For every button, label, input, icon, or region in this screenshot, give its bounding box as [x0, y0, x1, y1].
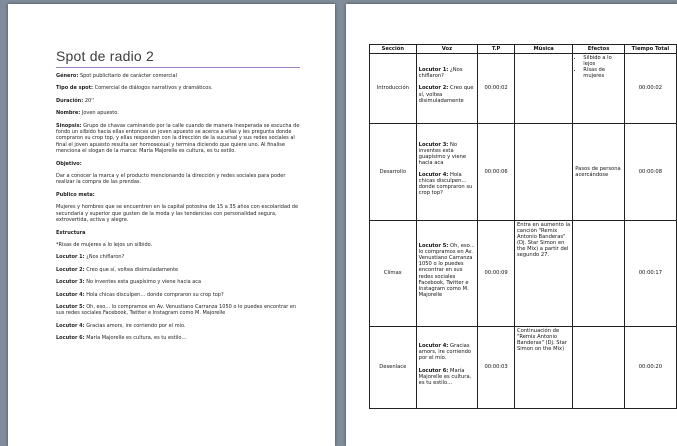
- voz-line: Locutor 3: No inventes esta guapísimo y viene hacia aca: [418, 141, 467, 166]
- speaker-label: Locutor 4:: [56, 322, 85, 329]
- nombre-paragraph: [56, 110, 302, 116]
- cell-musica: Entra en aumento la canción "Remix Antonio Banderas" (Dj. Star Simon en the Mix) a partir del segundo 27.: [514, 221, 572, 327]
- speaker-label: Locutor 4:: [418, 172, 449, 178]
- voz-line: Locutor 6: María Majorelle es cultura, es tu estilo…: [418, 367, 472, 386]
- publico-text: Mujeres y hombres que se encuentren en la capital potosina de 15 a 35 años con escolaridad de secundaria y superior que gusten de la moda y las tendencias con personalidad segura, extrovertida, activa y alegre.: [56, 204, 299, 224]
- estructura-line: Locutor 6: María Majorelle es cultura, es tu estilo…: [56, 335, 187, 342]
- speaker-label: Locutor 2:: [56, 266, 85, 273]
- estructura-line: Locutor 4: Gracias amors, ire corriendo por el mío.: [56, 322, 186, 329]
- estructura-line: Locutor 4: Hola chicas disculpen… donde compraron su crop top?: [56, 291, 224, 298]
- speaker-label: Locutor 6:: [418, 367, 449, 374]
- cell-tp: 00:00:02: [478, 54, 515, 124]
- cell-efectos: [573, 221, 625, 327]
- cell-tiempo-total: 00:00:20: [624, 327, 676, 409]
- script-table: [369, 44, 677, 409]
- speaker-label: Locutor 2:: [418, 85, 449, 92]
- estructura-list: [56, 242, 302, 342]
- header-voz: Voz: [416, 45, 478, 54]
- objetivo-heading: [56, 161, 302, 167]
- speaker-label: Locutor 3:: [418, 141, 449, 148]
- cell-voz: [416, 54, 478, 124]
- duracion-paragraph: [56, 98, 302, 104]
- genero-label: Género:: [56, 73, 79, 79]
- sinopsis-text: Grupo de chavas caminando por la calle cuando de manera inesperada se escucha de fondo un silbido hacia ellas entonces un joven apuesto se acerca a ellas y les pregunta donde compraron su crop top, y ellas responden con la dirección de la sucursal y sus redes sociales al final el joven apuesto resulta ser homosexual y termina diciendo que quiere uno. Al finalise menciona el slogan de la marca: María Majorelle es cultura, es tu estilo.: [56, 122, 300, 155]
- duracion-label: Duración:: [56, 97, 84, 104]
- nombre-label: Nombre:: [56, 110, 81, 117]
- tipo-label: Tipo de spot:: [56, 85, 93, 92]
- efecto-item: Pasos de persona acercándose: [575, 165, 621, 178]
- speaker-label: Locutor 4:: [56, 291, 85, 298]
- voz-line: Locutor 1: ¿Nos chiflaron?: [418, 67, 463, 80]
- cell-voz: [416, 327, 478, 409]
- publico-label: Publico meta:: [56, 191, 95, 198]
- objetivo-label: Objetivo:: [56, 160, 82, 167]
- genero-paragraph: [56, 73, 302, 79]
- header-musica: Música: [514, 45, 572, 54]
- speaker-label: Locutor 1:: [56, 254, 85, 261]
- tipo-text: Comercial de diálogos narrativos y dramáticos.: [94, 85, 213, 92]
- title-underline: [56, 67, 300, 68]
- cell-musica: Continuación de "Remix Antonio Banderas" (Dj. Star Simon on the Mix): [514, 327, 572, 409]
- efectos-list: [575, 55, 622, 79]
- estructura-heading: [56, 230, 302, 236]
- estructura-line: Locutor 2: Creo que sí, voltea disimuladamente: [56, 266, 179, 273]
- cell-tp: 00:00:06: [478, 124, 515, 221]
- tipo-paragraph: [56, 85, 302, 91]
- table-row: [370, 124, 677, 221]
- sinopsis-label: Sinopsis:: [56, 122, 82, 129]
- document-page-1: [8, 4, 335, 446]
- document-page-2: [346, 4, 677, 446]
- efecto-item: • Silbido a lo lejos: [583, 55, 622, 67]
- table-header-row: [370, 45, 677, 54]
- estructura-line: Locutor 5: Oh, eso… lo compramos en Av. Venustiano Carranza 1050 o lo puedes encontrar en sus redes sociales Facebook, Twitter e Instagram como M. Majorelle: [56, 303, 297, 317]
- cell-seccion: Introducción: [370, 54, 417, 124]
- page-title: Spot de radio 2: [56, 48, 154, 64]
- cell-efectos: [573, 54, 625, 124]
- speaker-label: Locutor 1:: [418, 67, 449, 74]
- objetivo-text: Dar a conocer la marca y el producto mencionando la dirección y redes sociales para poder realizar la compra de las prendas.: [56, 173, 286, 186]
- nombre-text: Joven apuesto.: [81, 110, 119, 117]
- header-tiempo-total: Tiempo Total: [624, 45, 676, 54]
- voz-line: Locutor 4: Gracias amors, ire corriendo por el mío.: [418, 343, 472, 362]
- speaker-label: Locutor 3:: [56, 279, 85, 286]
- page-body: [56, 73, 302, 348]
- header-tp: T.P: [478, 45, 515, 54]
- genero-text: Spot publicitario de carácter comercial: [79, 73, 177, 79]
- table-body: [370, 54, 677, 409]
- cell-tp: 00:00:09: [478, 221, 515, 327]
- cell-musica: [514, 124, 572, 221]
- estructura-line: *Risas de mujeres a lo lejos un silbido.: [56, 241, 153, 248]
- header-efectos: Efectos: [573, 45, 625, 54]
- voz-line: Locutor 5: Oh, eso… lo compramos en Av. Venustiano Carranza 1050 o lo puedes encontrar en sus redes sociales Facebook, Twitter e Instagram como M. Majorelle: [418, 243, 475, 298]
- cell-tiempo-total: 00:00:17: [624, 221, 676, 327]
- cell-tiempo-total: 00:00:02: [624, 54, 676, 124]
- cell-tp: 00:00:03: [478, 327, 515, 409]
- estructura-label: Estructura: [56, 229, 86, 236]
- estructura-line: Locutor 1: ¿Nos chiflaron?: [56, 254, 125, 261]
- speaker-label: Locutor 6:: [56, 335, 85, 342]
- sinopsis-paragraph: [56, 123, 302, 155]
- voz-line: Locutor 2: Creo que sí, voltea disimuladamente: [418, 85, 474, 104]
- efecto-item: • Risas de mujeres: [583, 67, 622, 79]
- cell-voz: [416, 124, 478, 221]
- cell-seccion: Desenlace: [370, 327, 417, 409]
- table-row: [370, 327, 677, 409]
- speaker-label: Locutor 4:: [418, 343, 449, 350]
- table-row: [370, 221, 677, 327]
- cell-efectos: [573, 124, 625, 221]
- table-row: [370, 54, 677, 124]
- duracion-text: 20'': [84, 97, 94, 104]
- cell-efectos: [573, 327, 625, 409]
- cell-voz: [416, 221, 478, 327]
- cell-tiempo-total: 00:00:08: [624, 124, 676, 221]
- estructura-line: Locutor 3: No inventes esta guapísimo y viene hacia aca: [56, 279, 202, 286]
- cell-seccion: Clímax: [370, 221, 417, 327]
- cell-seccion: Desarrollo: [370, 124, 417, 221]
- header-seccion: Sección: [370, 45, 417, 54]
- speaker-label: Locutor 5:: [56, 303, 85, 310]
- speaker-label: Locutor 5:: [418, 243, 449, 250]
- voz-line: Locutor 4: Hola chicas disculpen… donde compraron su crop top?: [418, 172, 473, 197]
- publico-heading: [56, 192, 302, 198]
- cell-musica: [514, 54, 572, 124]
